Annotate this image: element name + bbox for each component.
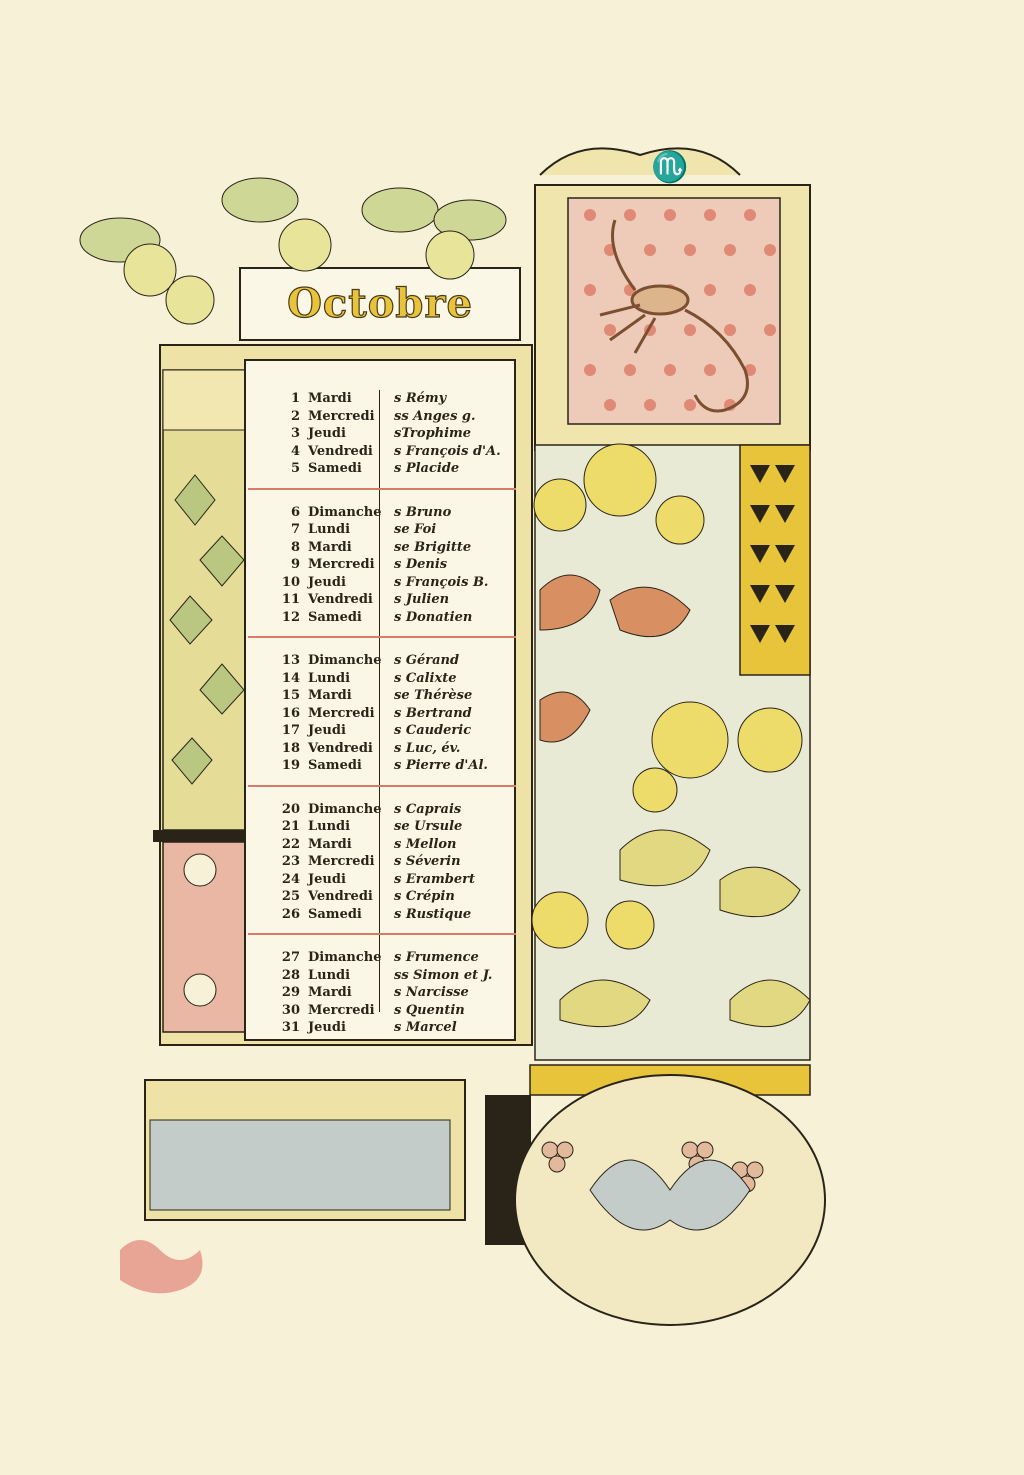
weekday-name: Jeudi <box>308 574 346 590</box>
weekday-name: Lundi <box>308 670 351 686</box>
day-number: 28 <box>281 967 300 983</box>
saint-name: s Mellon <box>394 836 457 852</box>
weekday-name: Jeudi <box>308 1020 346 1035</box>
calendar-row <box>248 757 516 775</box>
saint-name: s Narcisse <box>394 985 469 1000</box>
saint-name: s Rémy <box>394 391 447 406</box>
calendar-row <box>248 722 516 740</box>
weekday-name: Mardi <box>308 391 352 406</box>
saint-name: s Bertrand <box>394 705 472 721</box>
calendar-row <box>248 443 516 461</box>
calendar-row <box>248 556 516 574</box>
saint-name: se Foi <box>394 522 437 537</box>
calendar-row <box>248 425 516 443</box>
calendar-row <box>248 984 516 1002</box>
weekday-name: Samedi <box>308 609 362 625</box>
calendar-row <box>248 1002 516 1020</box>
day-number: 11 <box>281 592 300 607</box>
weekday-name: Mardi <box>308 688 352 703</box>
weekday-name: Samedi <box>308 461 362 476</box>
day-number: 14 <box>281 670 300 686</box>
calendar-row <box>248 574 516 592</box>
weekday-name: Lundi <box>308 522 351 537</box>
day-number: 2 <box>290 408 300 424</box>
weekday-name: Mercredi <box>308 705 375 721</box>
day-number: 18 <box>281 740 300 756</box>
day-number: 3 <box>290 426 300 441</box>
saint-name: s Quentin <box>394 1002 465 1018</box>
saint-name: s Luc, év. <box>394 740 461 756</box>
weekday-name: Mardi <box>308 539 352 555</box>
saint-name: s François d'A. <box>394 443 501 459</box>
weekday-name: Vendredi <box>308 889 373 904</box>
calendar-list <box>248 390 516 1061</box>
lattice-panel <box>740 445 810 675</box>
weekday-name: Jeudi <box>308 871 346 887</box>
saint-name: ss Simon et J. <box>394 967 493 983</box>
calendar-row <box>248 871 516 889</box>
day-number: 21 <box>281 819 300 834</box>
calendar-row <box>248 949 516 967</box>
weekday-name: Mercredi <box>308 557 375 572</box>
calendar-week <box>248 390 516 490</box>
saint-name: s Pierre d'Al. <box>394 758 488 773</box>
saint-name: s Cauderic <box>394 723 472 738</box>
saint-name: s François B. <box>394 574 489 590</box>
calendar-row <box>248 504 516 522</box>
day-number: 29 <box>281 985 300 1000</box>
calendar-week <box>248 652 516 787</box>
calendar-row <box>248 906 516 924</box>
calendar-row <box>248 967 516 985</box>
weekday-name: Dimanche <box>308 653 382 668</box>
saint-name: s Bruno <box>394 504 452 520</box>
saint-name: s Séverin <box>394 854 461 869</box>
saint-name: s Placide <box>394 461 460 476</box>
saint-name: s Erambert <box>394 871 475 887</box>
month-title: Octobre <box>287 279 473 327</box>
day-number: 17 <box>281 723 300 738</box>
day-number: 13 <box>281 653 300 668</box>
saint-name: s Julien <box>394 592 450 607</box>
saint-name: s Crépin <box>394 889 455 904</box>
calendar-row <box>248 818 516 836</box>
day-number: 26 <box>281 906 300 922</box>
weekday-name: Vendredi <box>308 592 373 607</box>
day-number: 30 <box>281 1002 300 1018</box>
saint-name: ss Anges g. <box>394 408 476 424</box>
calendar-row <box>248 652 516 670</box>
day-number: 6 <box>290 504 300 520</box>
saint-name: s Gérand <box>394 653 460 668</box>
day-number: 10 <box>281 574 300 590</box>
weekday-name: Dimanche <box>308 504 382 520</box>
weekday-name: Samedi <box>308 906 362 922</box>
calendar-row <box>248 408 516 426</box>
day-number: 31 <box>281 1020 300 1035</box>
saint-name: se Ursule <box>394 819 463 834</box>
saint-name: s Marcel <box>394 1020 457 1035</box>
calendar-row <box>248 836 516 854</box>
saint-name: s Frumence <box>394 950 479 965</box>
weekday-name: Dimanche <box>308 950 382 965</box>
day-number: 16 <box>281 705 300 721</box>
weekday-name: Samedi <box>308 758 362 773</box>
calendar-row <box>248 705 516 723</box>
day-number: 20 <box>281 801 300 817</box>
scorpio-symbol-icon: ♏ <box>651 150 689 185</box>
calendar-week <box>248 504 516 639</box>
day-number: 1 <box>290 391 300 406</box>
day-number: 24 <box>281 871 300 887</box>
day-number: 4 <box>290 443 300 459</box>
weekday-name: Mardi <box>308 836 352 852</box>
day-number: 23 <box>281 854 300 869</box>
calendar-row <box>248 687 516 705</box>
day-number: 27 <box>281 950 300 965</box>
saint-name: s Caprais <box>394 801 462 817</box>
weekday-name: Mercredi <box>308 408 375 424</box>
day-number: 7 <box>290 522 300 537</box>
calendar-row <box>248 670 516 688</box>
weekday-name: Vendredi <box>308 443 373 459</box>
day-number: 5 <box>290 461 300 476</box>
saint-name: se Brigitte <box>394 539 472 555</box>
calendar-row <box>248 591 516 609</box>
calendar-row <box>248 740 516 758</box>
day-number: 19 <box>281 758 300 773</box>
day-number: 12 <box>281 609 300 625</box>
calendar-row <box>248 390 516 408</box>
base-panel <box>150 1120 450 1210</box>
saint-name: s Denis <box>394 557 448 572</box>
column-capital <box>163 370 247 430</box>
saint-name: s Donatien <box>394 609 473 625</box>
day-number: 8 <box>290 539 300 555</box>
saint-name: s Calixte <box>394 670 457 686</box>
saint-name: se Thérèse <box>394 688 473 703</box>
calendar-week <box>248 949 516 1047</box>
calendar-row <box>248 801 516 819</box>
day-number: 22 <box>281 836 300 852</box>
calendar-row <box>248 521 516 539</box>
day-number: 25 <box>281 889 300 904</box>
day-number: 15 <box>281 688 300 703</box>
day-number: 9 <box>290 557 300 572</box>
saint-name: sTrophime <box>394 426 472 441</box>
weekday-name: Vendredi <box>308 740 373 756</box>
calendar-row <box>248 609 516 627</box>
column-band <box>153 830 247 842</box>
weekday-name: Mercredi <box>308 1002 375 1018</box>
saint-name: s Rustique <box>394 906 472 922</box>
weekday-name: Mardi <box>308 985 352 1000</box>
weekday-name: Lundi <box>308 967 351 983</box>
calendar-row <box>248 460 516 478</box>
calendar-week <box>248 801 516 936</box>
calendar-row <box>248 1019 516 1037</box>
calendar-row <box>248 853 516 871</box>
calendar-row <box>248 539 516 557</box>
weekday-name: Jeudi <box>308 723 346 738</box>
weekday-name: Lundi <box>308 819 351 834</box>
calendar-row <box>248 888 516 906</box>
weekday-name: Dimanche <box>308 801 382 817</box>
weekday-name: Mercredi <box>308 854 375 869</box>
scroll-ornament <box>120 1240 203 1293</box>
weekday-name: Jeudi <box>308 426 346 441</box>
